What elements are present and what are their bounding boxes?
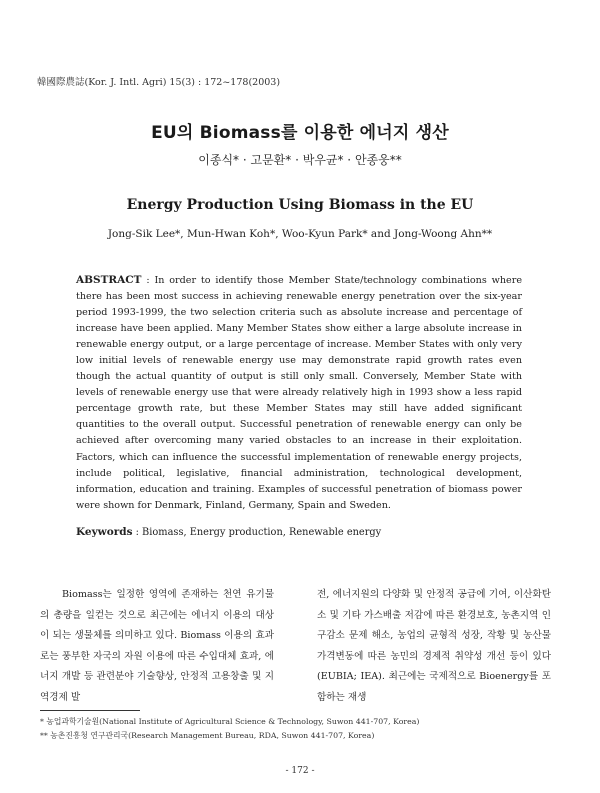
authors-korean: 이종식* · 고문환* · 박우균* · 안종웅**	[198, 153, 402, 167]
footnote-affiliation-2: ** 농촌진흥청 연구관리국(Research Management Bureau, RDA, Suwon 441-707, Korea)	[40, 731, 375, 740]
journal-citation: 韓國際農誌(Kor. J. Intl. Agri) 15(3) : 172~178(2003)	[37, 77, 281, 88]
body-column-left: Biomass는 일정한 영역에 존재하는 천연 유기물의 총량을 일컫는 것으로 최근에는 에너지 이용의 대상이 되는 생물체를 의미하고 있다. Biomass 이용의 효과로는 풍부한 자국의 자원 이용에 따른 수입대체 효과, 에너지 개발 등 관련분야 기술향상, 안정적 고용창출 및 지역경제 발	[40, 589, 274, 703]
page-number: - 172 -	[285, 766, 315, 776]
title-english: Energy Production Using Biomass in the EU	[126, 197, 474, 213]
authors-english: Jong-Sik Lee*, Mun-Hwan Koh*, Woo-Kyun Park* and Jong-Woong Ahn**	[107, 228, 493, 240]
keywords-text: : Biomass, Energy production, Renewable energy	[135, 527, 382, 538]
abstract-label: ABSTRACT	[76, 274, 142, 286]
abstract	[76, 272, 522, 514]
title-korean: EU의 Biomass를 이용한 에너지 생산	[151, 123, 449, 143]
keywords	[76, 526, 522, 538]
body-column-right: 전, 에너지원의 다양화 및 안정적 공급에 기여, 이산화탄소 및 기타 가스배출 저감에 따른 환경보호, 농촌지역 인구감소 문제 해소, 농업의 균형적 성장, 작황 및 농산물 가격변동에 따른 농민의 경제적 취약성 개선 등이 있다(EUBIA; IEA). 최근에는 국제적으로 Bioenergy를 포함하는 재생	[317, 589, 551, 703]
abstract-text: : In order to identify those Member State/technology combinations where there has been most success in achieving renewable energy penetration over the six-year period 1993-1999, the two selection criteria such as absolute increase and percentage of increase have been applied. Many Member States show either a large absolute increase in renewable energy output, or a large percentage of increase. Member States with only very low initial levels of renewable energy use may demonstrate rapid growth rates even though the actual quantity of output is still only small. Conversely, Member State with levels of renewable energy use that were already relatively high in 1993 show a less rapid percentage growth rate, but these Member States may still have added significant quantities to the overall output. Successful penetration of renewable energy can only be achieved after overcoming many varied obstacles to an increase in their exploitation. Factors, which can influence the successful implementation of renewable energy projects, include political, legislative, financial administration, technological development, information, education and training. Examples of successful penetration of biomass power were shown for Denmark, Finland, Germany, Spain and Sweden.	[76, 275, 522, 511]
footnote-divider	[40, 710, 140, 711]
keywords-label: Keywords	[76, 526, 133, 538]
footnote-affiliation-1: * 농업과학기술원(National Institute of Agricultural Science & Technology, Suwon 441-707, Korea)	[40, 717, 420, 726]
